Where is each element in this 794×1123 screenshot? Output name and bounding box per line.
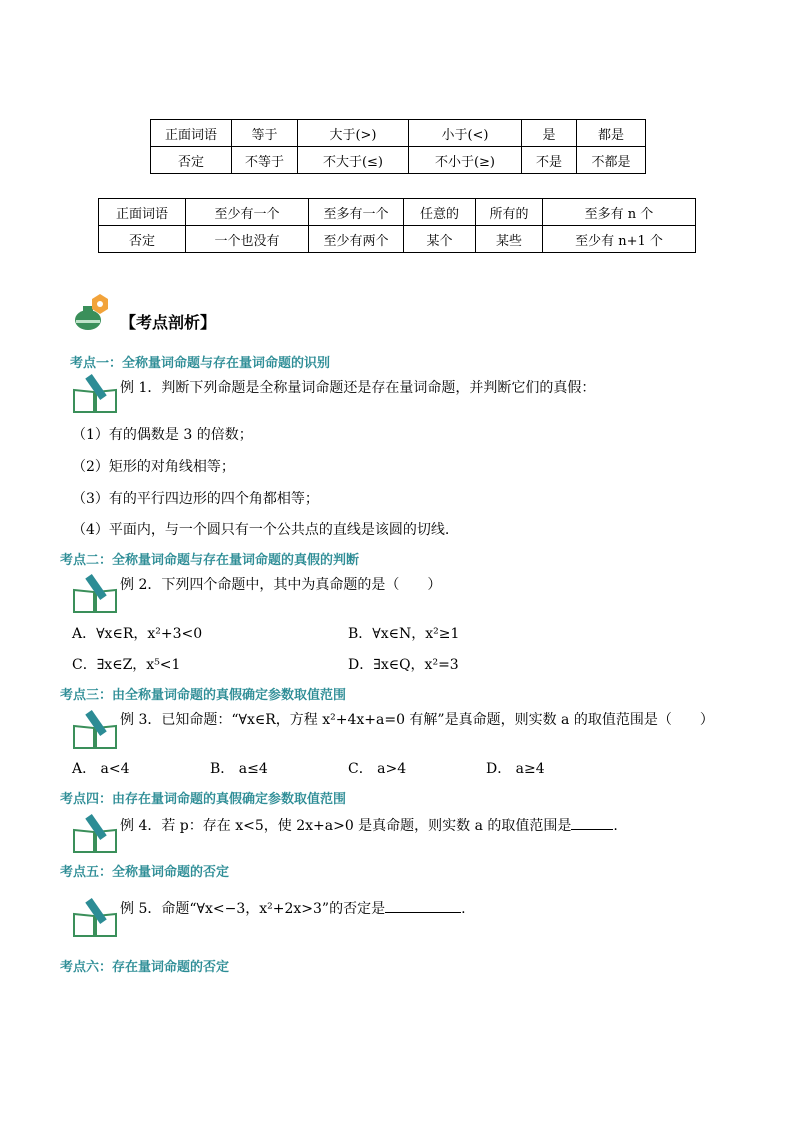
example-5 (120, 898, 466, 918)
example-text: 判断下列命题是全称量词命题还是存在量词命题，并判断它们的真假： (161, 380, 596, 396)
answer-blank[interactable] (385, 911, 461, 913)
table-cell: 所有的 (476, 199, 543, 226)
table-row (151, 120, 646, 147)
table-cell: 不都是 (577, 147, 646, 174)
table-cell: 小于(<) (409, 120, 522, 147)
table-cell: 是 (522, 120, 577, 147)
table-cell: 等于 (232, 120, 298, 147)
table-row (99, 199, 696, 226)
book-pencil-icon (72, 572, 118, 614)
book-pencil-icon (72, 896, 118, 938)
example-2-option-b: B．∀x∈N，x²≥1 (348, 626, 460, 642)
table-row (99, 226, 696, 253)
table-cell: 某个 (404, 226, 476, 253)
table-cell: 至少有一个 (186, 199, 309, 226)
example-label: 例 3． (120, 712, 162, 728)
table-cell: 不小于(≥) (409, 147, 522, 174)
example-text: 命题“∀x<−3，x²+2x>3”的否定是 (161, 901, 386, 917)
table-cell: 任意的 (404, 199, 476, 226)
example-2 (120, 574, 441, 594)
example-1-item-3: （3）有的平行四边形的四个角都相等； (72, 491, 319, 507)
example-3-option-d: D． a≥4 (486, 761, 545, 777)
table-cell: 不是 (522, 147, 577, 174)
example-tail: . (461, 901, 466, 917)
point-title-1: 考点一：全称量词命题与存在量词命题的识别 (70, 356, 331, 371)
example-1 (120, 377, 595, 397)
example-label: 例 5． (120, 901, 162, 917)
example-3 (120, 709, 714, 729)
example-3-option-c: C． a>4 (348, 761, 407, 777)
example-label: 例 4． (120, 818, 162, 834)
point-title-6: 考点六：存在量词命题的否定 (60, 960, 230, 975)
table-cell: 不等于 (232, 147, 298, 174)
answer-blank[interactable] (571, 828, 613, 830)
example-3-option-b: B． a≤4 (210, 761, 268, 777)
table-cell: 否定 (99, 226, 186, 253)
example-tail: . (613, 818, 618, 834)
table-cell: 正面词语 (151, 120, 232, 147)
example-1-item-4: （4）平面内，与一个圆只有一个公共点的直线是该圆的切线. (72, 522, 450, 538)
example-text: 下列四个命题中，其中为真命题的是（ ） (161, 577, 442, 593)
point-title-2: 考点二：全称量词命题与存在量词命题的真假的判断 (60, 553, 360, 568)
book-pencil-icon (72, 708, 118, 750)
point-title-4: 考点四：由存在量词命题的真假确定参数取值范围 (60, 792, 347, 807)
table-row (151, 147, 646, 174)
lab-flask-icon (72, 292, 114, 332)
example-2-option-a: A．∀x∈R，x²+3<0 (72, 626, 203, 642)
section-title: 【考点剖析】 (120, 313, 217, 332)
table-cell: 正面词语 (99, 199, 186, 226)
example-2-option-d: D．∃x∈Q，x²=3 (348, 657, 459, 673)
example-4 (120, 815, 618, 835)
table-cell: 大于(>) (298, 120, 409, 147)
example-label: 例 1． (120, 380, 162, 396)
table-cell: 至多有一个 (309, 199, 404, 226)
table-cell: 不大于(≤) (298, 147, 409, 174)
example-3-option-a: A． a<4 (72, 761, 130, 777)
example-1-item-1: （1）有的偶数是 3 的倍数； (72, 427, 253, 443)
book-pencil-icon (72, 372, 118, 414)
table-cell: 至少有 n+1 个 (543, 226, 696, 253)
terms-table-2 (98, 198, 696, 253)
example-text: 已知命题：“∀x∈R，方程 x²+4x+a=0 有解”是真命题，则实数 a 的取值范围是（ ） (161, 712, 714, 728)
point-title-3: 考点三：由全称量词命题的真假确定参数取值范围 (60, 688, 347, 703)
example-label: 例 2． (120, 577, 162, 593)
table-cell: 否定 (151, 147, 232, 174)
terms-table-1 (150, 119, 646, 174)
table-cell: 至少有两个 (309, 226, 404, 253)
table-cell: 都是 (577, 120, 646, 147)
table-cell: 一个也没有 (186, 226, 309, 253)
table-cell: 至多有 n 个 (543, 199, 696, 226)
table-cell: 某些 (476, 226, 543, 253)
example-2-option-c: C．∃x∈Z，x⁵<1 (72, 657, 181, 673)
point-title-5: 考点五：全称量词命题的否定 (60, 865, 230, 880)
book-pencil-icon (72, 812, 118, 854)
example-1-item-2: （2）矩形的对角线相等； (72, 459, 235, 475)
example-text: 若 p：存在 x<5，使 2x+a>0 是真命题，则实数 a 的取值范围是 (161, 818, 572, 834)
